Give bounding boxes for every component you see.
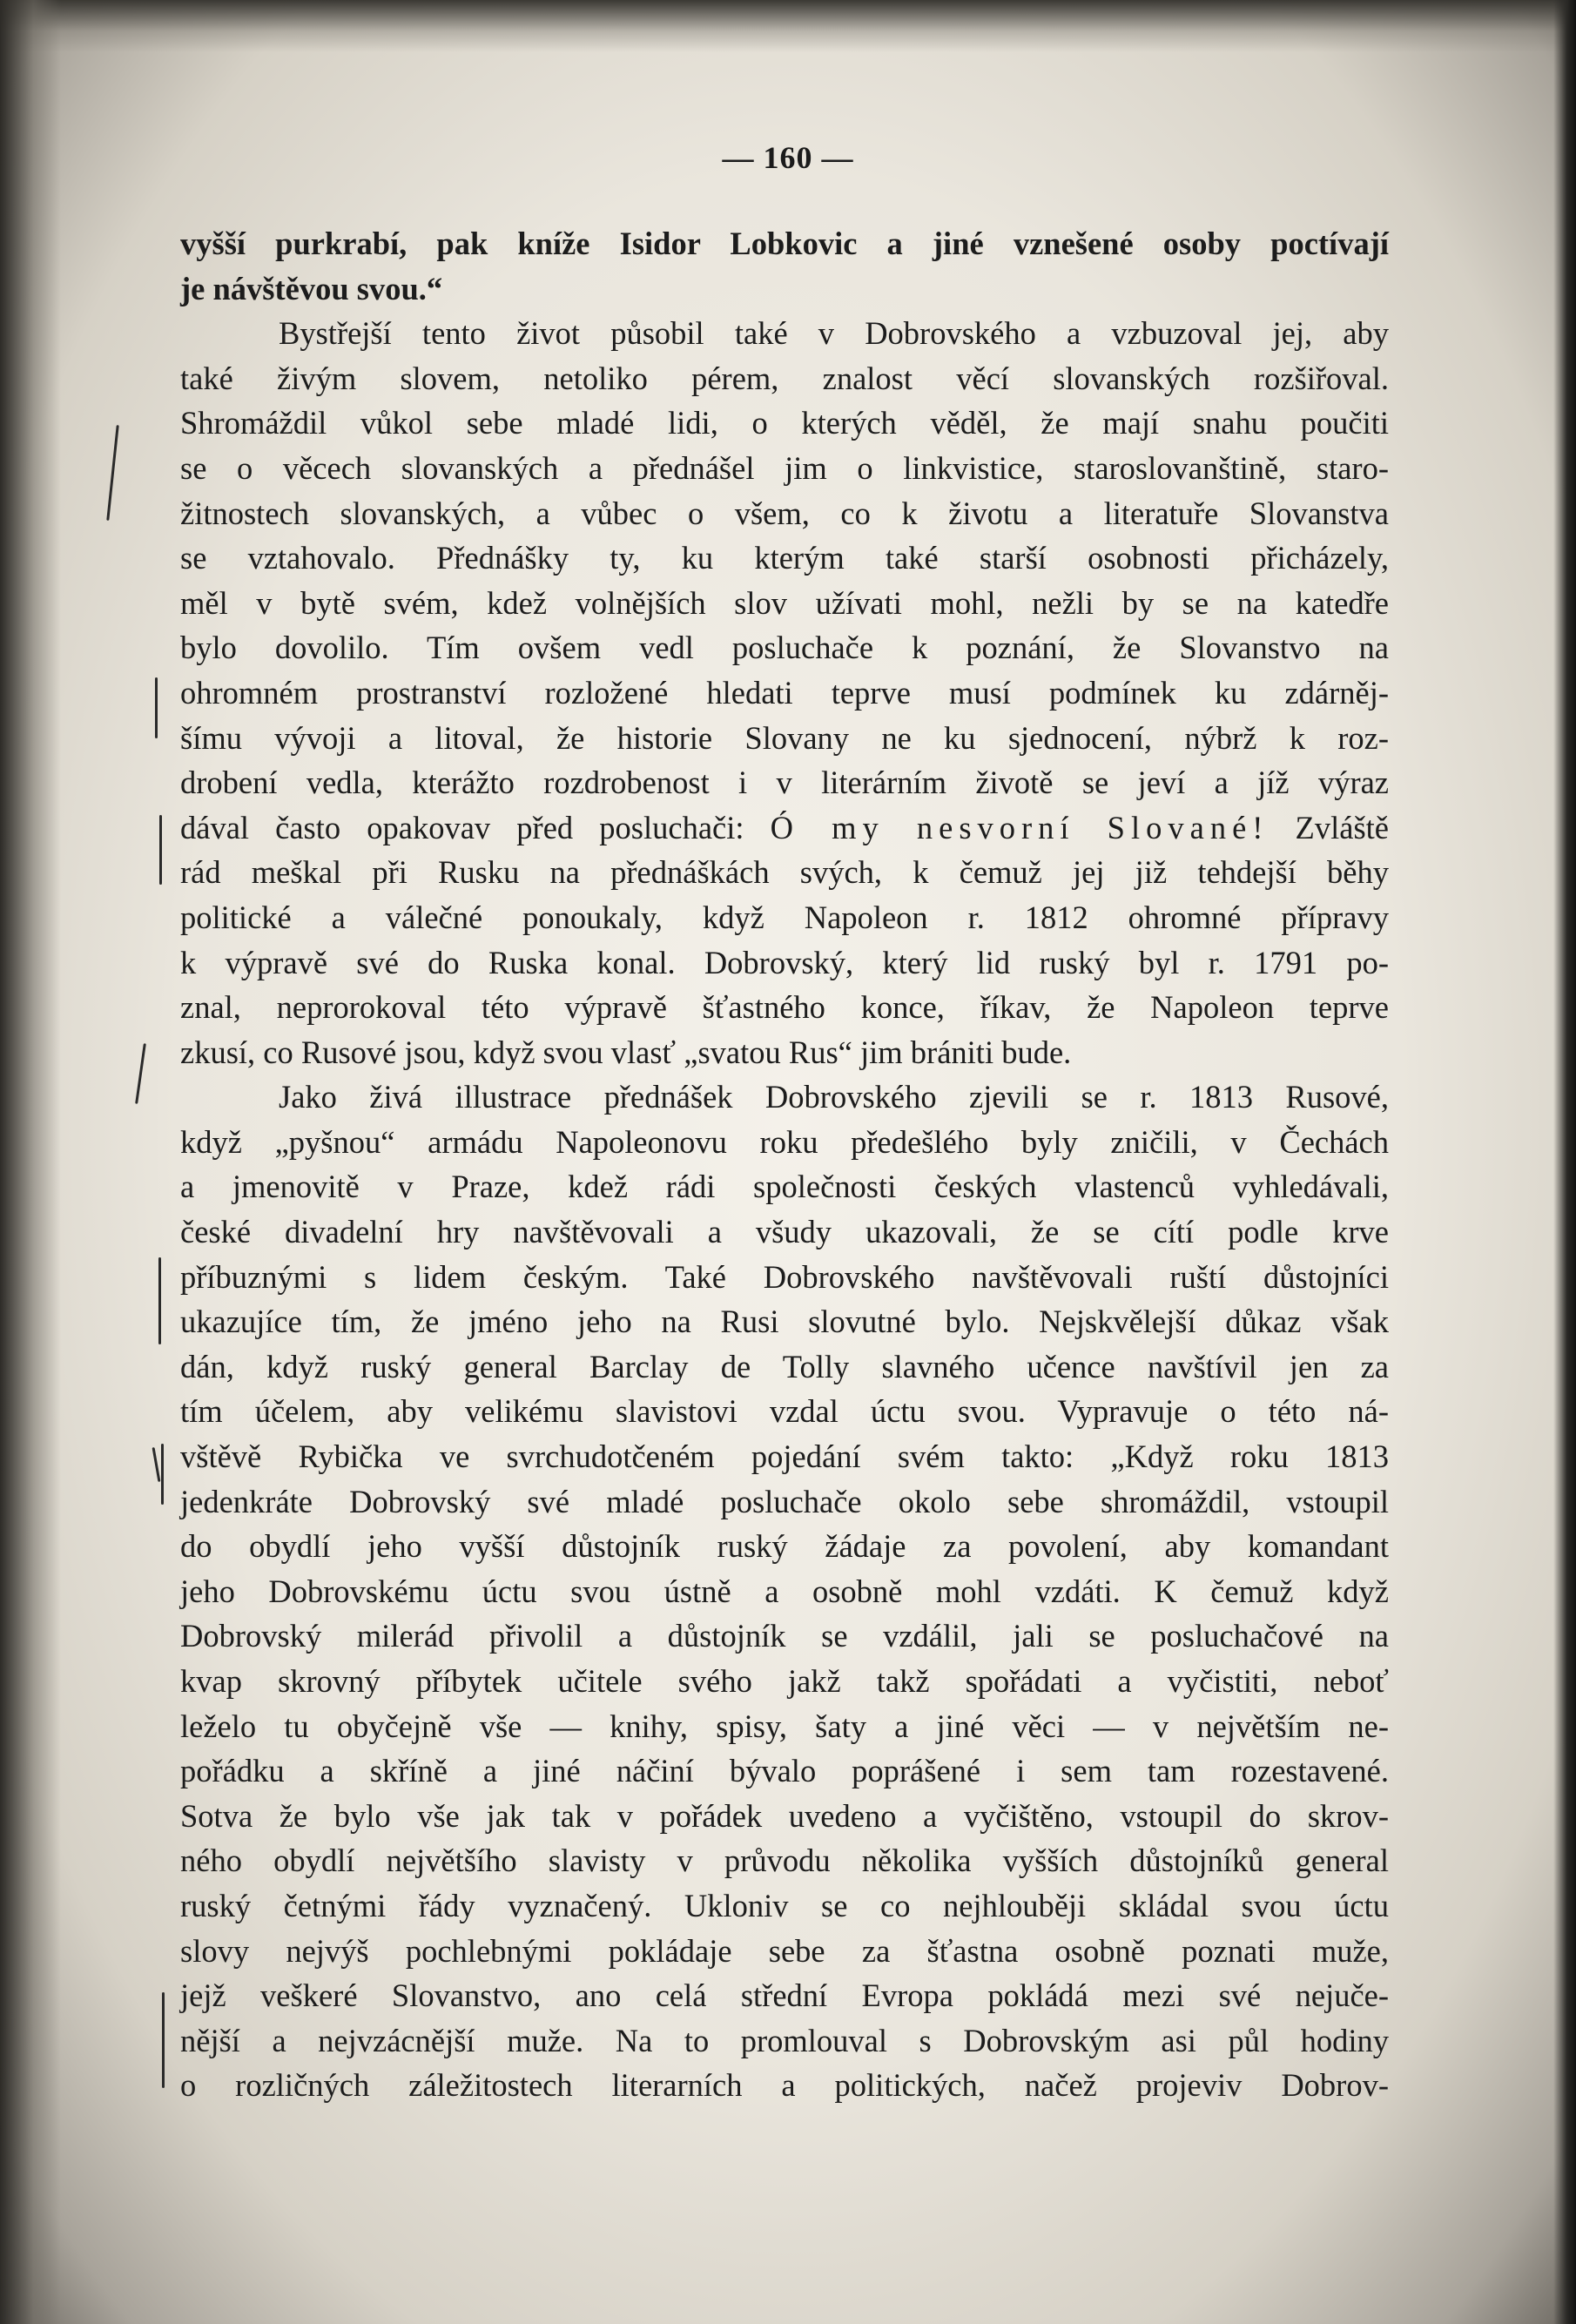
text-line: politické a válečné ponoukaly, když Napoleon r. 1812 ohromné přípravy (180, 899, 1389, 935)
margin-pencil-mark (106, 425, 118, 521)
text-line: ohromném prostranství rozložené hledati teprve musí podmínek ku zdárněj- (180, 674, 1389, 711)
text-line: ukazujíce tím, že jméno jeho na Rusi slovutné bylo. Nejskvělejší důkaz však (180, 1303, 1389, 1340)
margin-pencil-mark (159, 815, 162, 885)
text-line: ného obydlí největšího slavisty v průvodu několika vyšších důstojníků general (180, 1842, 1389, 1879)
page-number: — 160 — (722, 140, 854, 175)
text-line: drobení vedla, kterážto rozdrobenost i v literárním životě se jeví a jíž výraz (180, 765, 1389, 801)
text-line: vyšší purkrabí, pak kníže Isidor Lobkovic a jiné vznešené osoby poctívají (180, 226, 1389, 261)
margin-pencil-mark (155, 677, 158, 738)
text-line: vštěvě Rybička ve svrchudotčeném pojedání svém takto: „Když roku 1813 (180, 1438, 1389, 1475)
text-line: Jako živá illustrace přednášek Dobrovského zjevili se r. 1813 Rusové, (279, 1079, 1389, 1115)
margin-pencil-mark (162, 1992, 165, 2088)
text-line: a jmenovitě v Praze, kdež rádi společnosti českých vlastenců vyhledávali, (180, 1169, 1389, 1205)
text-line: do obydlí jeho vyšší důstojník ruský žádaje za povolení, aby komandant (180, 1528, 1389, 1565)
margin-pencil-mark (161, 1444, 164, 1505)
text-line: měl v bytě svém, kdež volnějších slov užívati mohl, nežli by se na katedře (180, 584, 1389, 621)
body-text (180, 221, 1389, 2108)
scan-shadow-right (1553, 0, 1576, 2324)
text-line: pořádku a skříně a jiné náčiní bývalo poprášené i sem tam rozestavené. (180, 1753, 1389, 1789)
spaced-emphasis-phrase: Ó my nesvorní Slované! (770, 809, 1270, 845)
text-line: leželo tu obyčejně vše — knihy, spisy, šaty a jiné věci — v největším ne- (180, 1708, 1389, 1744)
text-line: také živým slovem, netoliko pérem, znalost věcí slovanských rozšiřoval. (180, 360, 1389, 396)
text-line: Dobrovský milerád přivolil a důstojník se vzdálil, jali se posluchačové na (180, 1618, 1389, 1654)
margin-pencil-mark (158, 1257, 161, 1344)
text-line: kvap skrovný příbytek učitele svého jakž takž spořádati a vyčistiti, neboť (180, 1663, 1389, 1699)
text-line: jeho Dobrovskému úctu svou ústně a osobně mohl vzdáti. K čemuž když (180, 1573, 1389, 1609)
text-line: příbuznými s lidem českým. Také Dobrovského navštěvovali ruští důstojníci (180, 1258, 1389, 1295)
text-line: Bystřejší tento život působil také v Dobrovského a vzbuzoval jej, aby (279, 315, 1389, 352)
text-line: rád meškal při Rusku na přednáškách svých, k čemuž jej již tehdejší běhy (180, 854, 1389, 891)
text-segment: dával často opakovav před posluchači: (180, 809, 771, 845)
text-line: slovy nejvýš pochlebnými pokládaje sebe za šťastna osobně poznati muže, (180, 1932, 1389, 1969)
text-line: když „pyšnou“ armádu Napoleonovu roku předešlého byly zničili, v Čechách (180, 1123, 1389, 1160)
scan-shadow-left (0, 0, 61, 2324)
text-line: bylo dovolilo. Tím ovšem vedl posluchače k poznání, že Slovanstvo na (180, 630, 1389, 666)
text-line: šímu vývoji a litoval, že historie Slovany ne ku sjednocení, nýbrž k roz- (180, 719, 1389, 756)
margin-pencil-mark (135, 1043, 146, 1104)
text-line: je návštěvou svou.“ (180, 270, 443, 306)
text-line: české divadelní hry navštěvovali a všudy ukazovali, že se cítí podle krve (180, 1214, 1389, 1250)
text-line: o rozličných záležitostech literarních a politických, načež projeviv Dobrov- (180, 2067, 1389, 2104)
text-line: Shromáždil vůkol sebe mladé lidi, o kterých věděl, že mají snahu poučiti (180, 405, 1389, 441)
text-line-with-spaced-phrase (180, 805, 1389, 851)
margin-pencil-mark (152, 1447, 161, 1482)
text-line: k výpravě své do Ruska konal. Dobrovský, který lid ruský byl r. 1791 po- (180, 944, 1389, 980)
text-line: jejž veškeré Slovanstvo, ano celá střední Evropa pokládá mezi své nejuče- (180, 1977, 1389, 2014)
text-line: zkusí, co Rusové jsou, když svou vlasť „svatou Rus“ jim brániti bude. (180, 1034, 1072, 1070)
text-line: dán, když ruský general Barclay de Tolly slavného učence navštívil jen za (180, 1348, 1389, 1384)
text-segment: Zvláště (1269, 809, 1389, 845)
scan-shadow-top (0, 0, 1576, 52)
text-line: se vztahovalo. Přednášky ty, ku kterým také starší osobnosti přicházely, (180, 540, 1389, 576)
text-line: žitnostech slovanských, a vůbec o všem, co k životu a literatuře Slovanstva (180, 495, 1389, 531)
text-line: Sotva že bylo vše jak tak v pořádek uvedeno a vyčištěno, vstoupil do skrov- (180, 1797, 1389, 1834)
text-line: se o věcech slovanských a přednášel jim o linkvistice, staroslovanštině, staro- (180, 449, 1389, 486)
text-line: tím účelem, aby velikému slavistovi vzdal úctu svou. Vypravuje o této ná- (180, 1393, 1389, 1430)
text-line: jedenkráte Dobrovský své mladé posluchače okolo sebe shromáždil, vstoupil (180, 1483, 1389, 1519)
text-line: ruský četnými řády vyznačený. Ukloniv se co nejhlouběji skládal svou úctu (180, 1887, 1389, 1923)
text-line: znal, neprorokoval této výpravě šťastného konce, říkav, že Napoleon teprve (180, 989, 1389, 1026)
text-line: nější a nejvzácnější muže. Na to promlouval s Dobrovským asi půl hodiny (180, 2022, 1389, 2058)
